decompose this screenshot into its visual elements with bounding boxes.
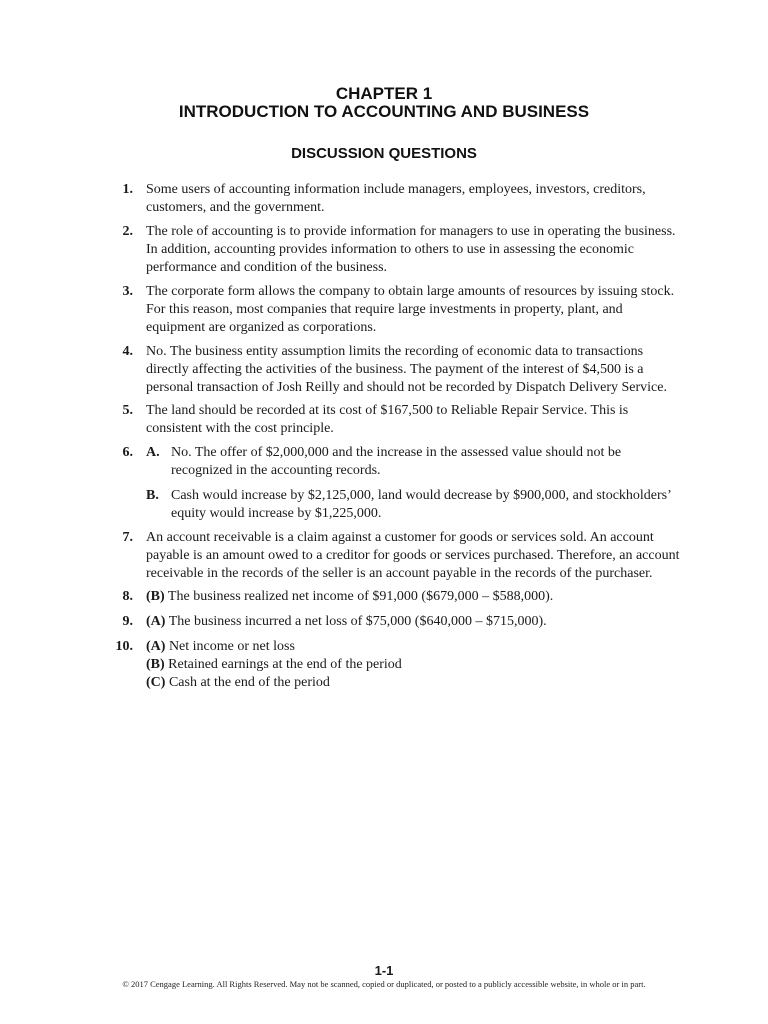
answer-letter: (B) <box>146 589 165 604</box>
page-number: 1-1 <box>374 963 394 978</box>
question-number: 8. <box>122 589 133 604</box>
part-text: No. The offer of $2,000,000 and the increase in the assessed value should not be recognized in the accounting records. <box>171 445 622 478</box>
question-item <box>100 529 680 583</box>
question-text: The corporate form allows the company to obtain large amounts of resources by issuing stock. For this reason, most companies that require large investments in property, plant, and equipment are organized as corporations. <box>146 284 675 335</box>
question-text: The role of accounting is to provide information for managers to use in operating the business. In addition, accounting provides information to others to use in assessing the economic performance and condition of the business. <box>146 224 676 275</box>
question-text: Some users of accounting information include managers, employees, investors, creditors, customers, and the government. <box>146 182 646 215</box>
list-item <box>146 656 680 674</box>
question-item <box>100 283 680 337</box>
part-text: Cash would increase by $2,125,000, land would decrease by $900,000, and stockholders’ equity would increase by $1,225,000. <box>171 488 671 521</box>
chapter-number: CHAPTER 1 <box>335 84 433 103</box>
question-number: 7. <box>122 530 133 545</box>
question-part <box>146 487 680 523</box>
question-number: 4. <box>122 344 133 359</box>
question-number: 10. <box>115 639 133 654</box>
answer-letter: (B) <box>146 657 165 672</box>
question-text: The business incurred a net loss of $75,000 ($640,000 – $715,000). <box>168 614 547 629</box>
answer-letter: (C) <box>146 675 166 690</box>
part-letter: A. <box>146 445 160 460</box>
list-item-text: Net income or net loss <box>168 639 295 654</box>
answer-letter: (A) <box>146 614 166 629</box>
question-number: 6. <box>122 445 133 460</box>
question-text: The business realized net income of $91,000 ($679,000 – $588,000). <box>167 589 554 604</box>
question-item <box>100 444 680 523</box>
answer-letter: (A) <box>146 639 166 654</box>
question-item <box>100 638 680 692</box>
list-item-text: Cash at the end of the period <box>168 675 330 690</box>
list-item-text: Retained earnings at the end of the period <box>168 657 402 672</box>
question-number: 5. <box>122 403 133 418</box>
question-item <box>100 613 680 631</box>
question-item <box>100 588 680 606</box>
question-number: 2. <box>122 224 133 239</box>
question-item <box>100 402 680 438</box>
question-number: 9. <box>122 614 133 629</box>
question-number: 1. <box>122 182 133 197</box>
question-part <box>146 444 680 480</box>
list-item <box>146 674 680 692</box>
question-item <box>100 343 680 397</box>
question-text: No. The business entity assumption limits the recording of economic data to transactions directly affecting the activities of the business. The payment of the interest of $4,500 is a personal transaction of Josh Reilly and should not be recorded by Dispatch Delivery Service. <box>146 344 667 395</box>
list-item <box>146 638 680 656</box>
question-text: An account receivable is a claim against a customer for goods or services sold. An account payable is an amount owed to a creditor for goods or services purchased. Therefore, an account receivable in the records of the seller is an account payable in the records of the purchaser. <box>146 530 680 581</box>
part-letter: B. <box>146 488 159 503</box>
question-number: 3. <box>122 284 133 299</box>
question-item <box>100 181 680 217</box>
section-title: DISCUSSION QUESTIONS <box>291 145 477 162</box>
question-item <box>100 223 680 277</box>
copyright-notice: © 2017 Cengage Learning. All Rights Reserved. May not be scanned, copied or duplicated, or posted to a publicly accessible website, in whole or in part. <box>122 979 646 989</box>
question-text: The land should be recorded at its cost of $167,500 to Reliable Repair Service. This is consistent with the cost principle. <box>146 403 629 436</box>
chapter-title: INTRODUCTION TO ACCOUNTING AND BUSINESS <box>178 102 590 121</box>
